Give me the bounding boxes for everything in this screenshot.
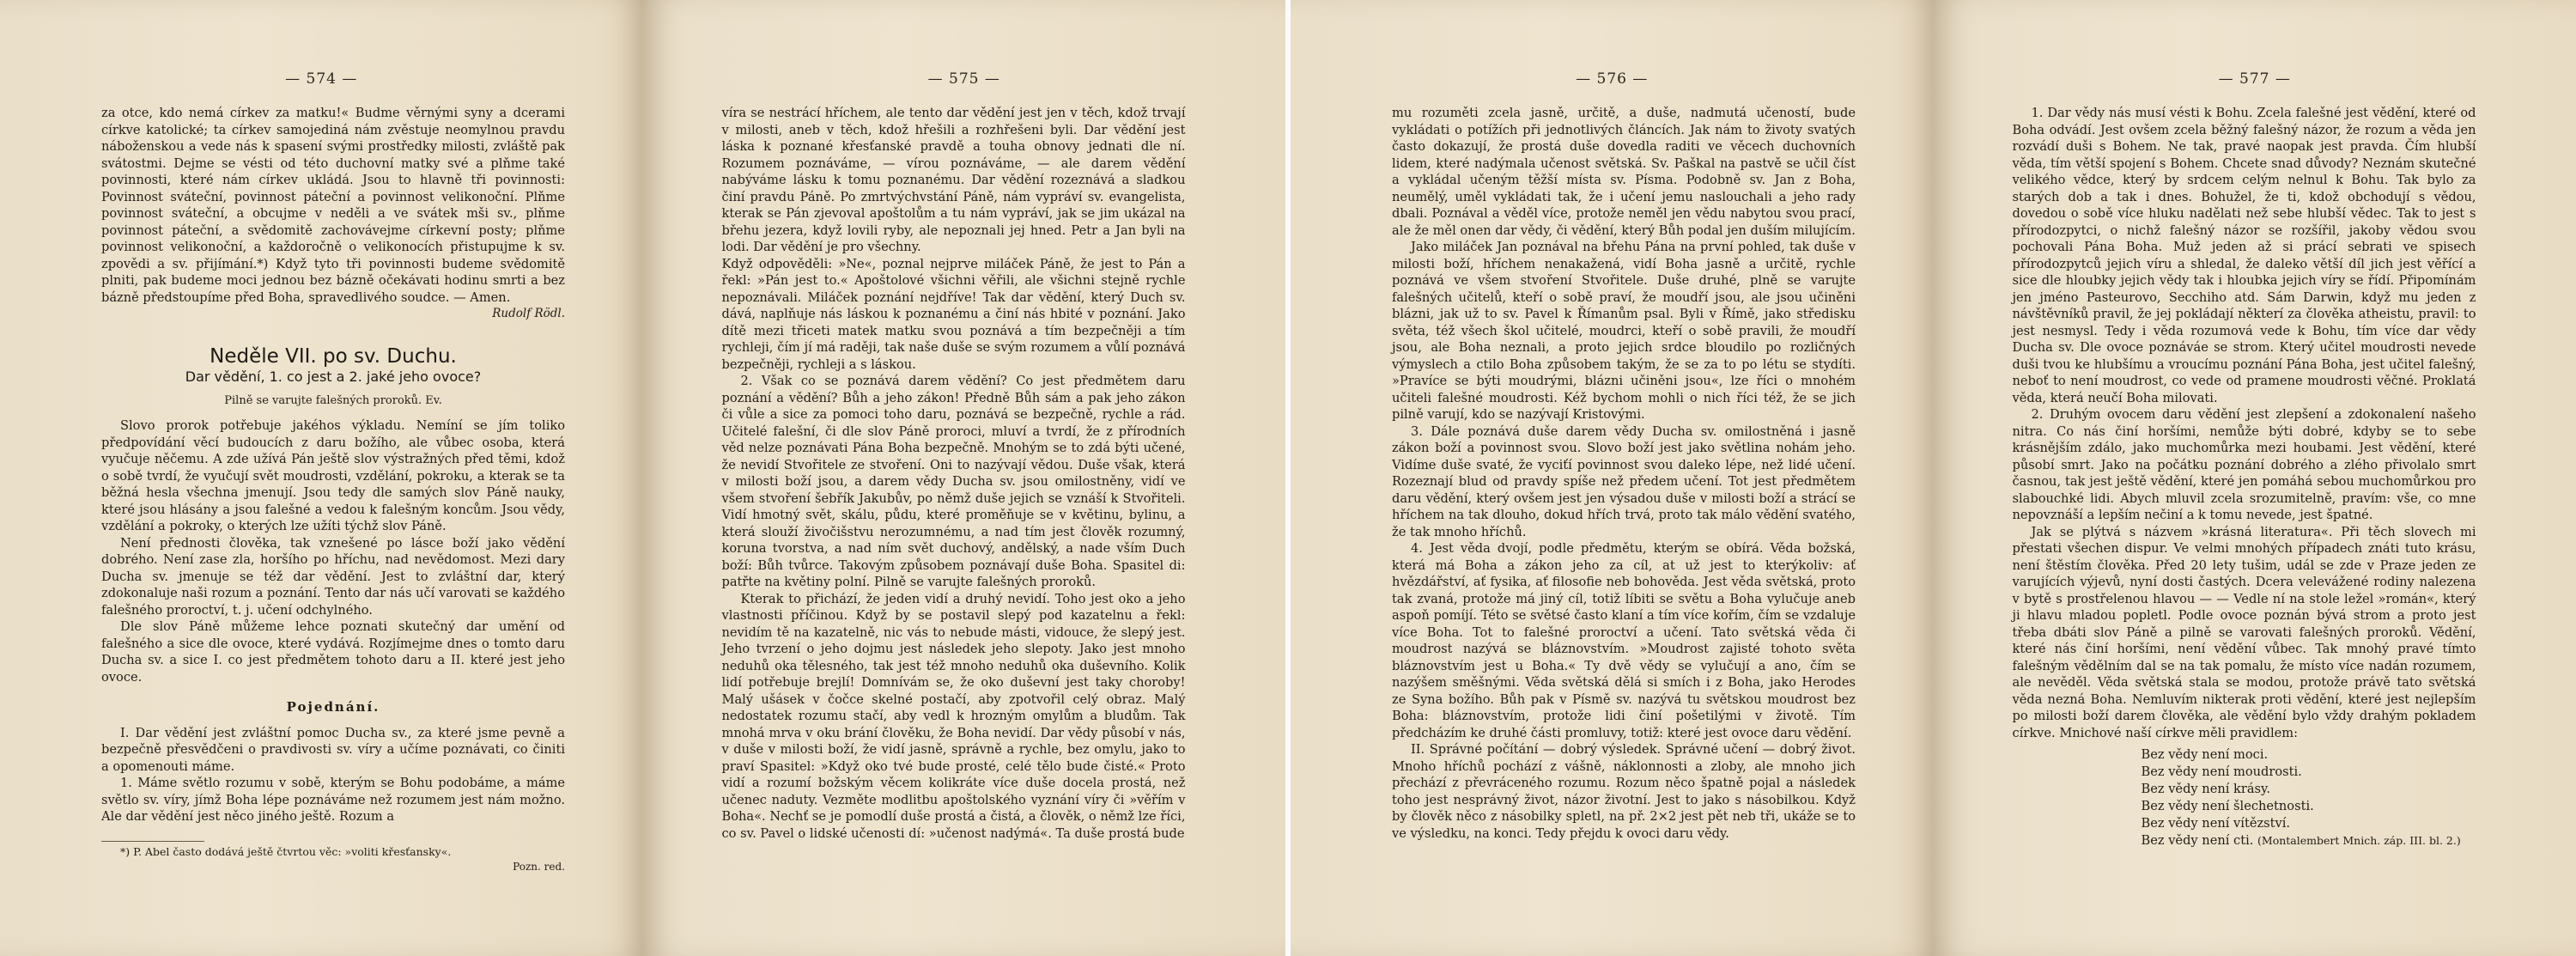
paragraph: 1. Máme světlo rozumu v sobě, kterým se Bohu podobáme, a máme světlo sv. víry, jímž Boha lépe poznáváme než rozumem jest nám možno. Ale dar vědění jest něco jiného ještě. Rozum a	[101, 776, 565, 824]
paragraph: 3. Dále poznává duše darem vědy Ducha sv. omilostněná i jasně zákon boží a povinnost svou. Slovo boží jest jako světlina nohám jeho. Vidíme duše svaté, že vyciťí povinnost svou daleko lépe, než lidé učení. Rozeznají blud od pravdy spíše než předem učení. Tot jest předmětem daru vědění, který ovšem jest jen výsadou duše v milosti boží a strácí se hříchem na tak dlouho, dokud hřích trvá, proto tak málo vědění svatého, že tak mnoho hříchů.	[1392, 423, 1856, 539]
page-number: — 577 —	[2218, 70, 2291, 88]
section-title: Pojednání.	[286, 699, 380, 715]
list-item: Bez vědy není krásy.	[2141, 782, 2270, 796]
footnote-divider	[101, 841, 204, 842]
paragraph: Není přednosti člověka, tak vznešené po lásce boží jako vědění dobrého. Není zase zla, horšího po hříchu, nad nevědomost. Mezi dary Ducha sv. jmenuje se též dar vědění. Jest to zvláštní dar, který zdokonaluje naši rozum a poznání. Tento dar nás učí varovati se každého falešného proroctví, t. j. učení odchylného.	[101, 535, 565, 618]
book-spread-left	[0, 0, 1285, 956]
page-number: — 574 —	[285, 70, 358, 88]
monastic-rules-list	[2142, 746, 2476, 849]
list-item-text: Bez vědy není cti.	[2141, 833, 2254, 848]
page-574	[0, 0, 643, 956]
list-item: Bez vědy není šlechetnosti.	[2141, 799, 2314, 813]
paragraph: 2. Však co se poznává darem vědění? Co jest předmětem daru poznání a vědění? Bůh a jeho zákon! Předně Bůh sám a pak jeho zákon či vůle a sice za pomoci toho daru, poznává se bezpečně, rychle a rád. Učitelé falešní, či dle slov Páně proroci, mluví a tvrdí, že z přírodních věd nelze poznávati Pána Boha bezpečně. Mnohým se to zdá býti učené, že nevidí Stvořitele ze stvoření. Oni to nazývají vědou. Duše však, která v milosti boží jsou, a darem vědy Ducha sv. jsou omilostněny, vidí ve všem stvoření šebřík Jakubův, po němž duše jejich se vznáší k Stvořiteli. Vidí hmotný svět, skálu, půdu, které proměňuje se v květinu, bylinu, a která slouží živočišstvu nerozumnému, a nad tím jest člověk rozumný, koruna tvorstva, a nad ním svět duchový, andělský, a nade vším Duch boží: Bůh tvůrce. Takovým způsobem poznávají duše Boha. Spasitel di: patřte na květiny polní. Pilně se varujte falešných proroků.	[721, 374, 1186, 589]
page-number: — 576 —	[1576, 70, 1649, 88]
paragraph: Když odpověděli: »Ne«, poznal nejprve miláček Páně, že jest to Pán a řekl: »Pán jest to.« Apoštolové všichni věřili, ale všichni stejně rychle nepoznávali. Miláček poznání nejdříve! Tak dar vědění, který Duch sv. dává, naplňuje nás láskou k poznanému a činí nás hbité v poznání. Jako dítě mezi třiceti matek matku svou poznává a tím bezpečněji a tím rychleji, čím jí má raději, tak naše duše se svým rozumem a vůlí poznává bezpečněji, rychleji a s láskou.	[721, 256, 1186, 372]
sermon-subheading: Dar vědění, 1. co jest a 2. jaké jeho ovoce?	[185, 368, 482, 385]
page-575	[643, 0, 1286, 956]
paragraph: víra se nestrácí hříchem, ale tento dar vědění jest jen v těch, kdož trvají v milosti, aneb v těch, kdož hřešili a rozhřešeni byli. Dar vědění jest láska k poznané křesťanské pravdě a touha obnovy jednati dle ní. Rozumem poznáváme, — vírou poznáváme, — ale darem vědění nabýváme lásku k tomu poznanému. Dar vědění rozeznává a sladkou činí pravdu Páně. Po zmrtvýchvstání Páně, nám vypráví sv. evangelista, kterak se Pán zjevoval apoštolům a tu nám vypráví, jak se jim ukázal na břehu jezera, když lovili ryby, ale nepoznali jej hned. Petr a Jan byli na lodi. Dar vědění je pro všechny.	[721, 106, 1186, 254]
paragraph: 1. Dar vědy nás musí vésti k Bohu. Zcela falešné jest vědění, které od Boha odvádí. Jest ovšem zcela běžný falešný názor, že rozum a věda jen rozvádí duši s Bohem. Ne tak, pravé naopak jest pravda. Čím hlubší věda, tím větší spojení s Bohem. Chcete snad důvody? Neznám skutečné velikého vědce, který by srdcem celým nelnul k Bohu. Tak bylo za starých dob a tak i dnes. Bohužel, že ti, kdož obchodují s vědou, dovedou o sobě více hluku nadělati než sebe hlubší vědec. Tak to jest s přírodozpytci, o nichž falešný názor se rozšířil, jakoby vědou svou pochovali Pána Boha. Muž jeden až si prácí sebrati ve spisech přírodozpytců jejich víru a shledal, že daleko větší díl jich jest věřící a sice dle hloubky jejich vědy tak i hloubka jejich víry se řídí. Připomínám jen jméno Pasteurovo, Secchiho atd. Sám Darwin, když mu jeden z návštěvníků pravil, že jej pokládají některí za člověka atheistu, pravil: to jest nesmysl. Tedy i věda rozumová vede k Bohu, tím více dar vědy Ducha sv. Dle ovoce poznáváe se strom. Který učitel moudrosti nevede duši tvou ke hlubšímu a vroucímu poznání Pána Boha, jest učitel falešný, neboť to není moudrost, co vede od pramene moudrosti věčné. Proklatá věda, která neučí Boha milovati.	[2012, 106, 2476, 405]
page-text	[2013, 105, 2476, 849]
signature: Rudolf Rödl.	[492, 307, 565, 320]
list-source: (Montalembert Mnich. záp. III. bl. 2.)	[2257, 834, 2461, 847]
paragraph: Slovo prorok potřebuje jakéhos výkladu. Nemíní se jím toliko předpovídání věcí budoucích z daru božího, ale vůbec osoba, která vyučuje něčemu. A zde užívá Pán ještě slov výstražných před těmi, kdož o sobě tvrdí, že vyučují svět moudrosti, vzdělání, pokroku, a kterak se ta běžná hesla všechna jmenují. Jsou tedy dle samých slov Páně nauky, které jsou hlásány a jsou falešné a vedou k falešným koncům. Jsou vědy, vzdělání a pokroky, o kterých lze užíti týchž slov Páně.	[101, 418, 565, 533]
sermon-heading: Neděle VII. po sv. Duchu.	[210, 344, 457, 368]
list-item	[2142, 832, 2476, 849]
paragraph: mu rozuměti zcela jasně, určitě, a duše, nadmutá učeností, bude vykládati o potížích při jednotlivých článcích. Jak nám to životy svatých často dokazují, že prostá duše dovedla raditi ve věcech duchovních lidem, které nadýmala učenost světská. Sv. Paškal na pastvě se učil číst a vykládal učeným těžší místa sv. Písma. Podobně sv. Jan z Boha, neumělý, uměl vykládati tak, že i učení jemu naslouchali a jeho rady dbali. Poznával a věděl více, protože neměl jen vědu nabytou svou prací, ale že měl onen dar vědy, či vědění, který Bůh podal jen duším milujícím.	[1392, 106, 1856, 238]
page-text	[1392, 105, 1856, 842]
paragraph: za otce, kdo nemá církev za matku!« Budme věrnými syny a dcerami církve katolické; ta církev samojediná nám zvěstuje neomylnou pravdu náboženskou a vede nás k spasení svými prostředky milosti, zvláště pak svátostmi. Dejme se vésti od této duchovní matky své a plňme také povinnosti, které nám církev ukládá. Jsou to hlavně tři povinnosti: Povinnost sváteční, povinnost páteční a povinnost velikonoční. Plňme povinnost sváteční, a obcujme v neděli a ve svátek mši sv., plňme povinnost páteční, a svědomitě zachovávejme církevní posty; plňme povinnost velikonoční, a každoročně o velikonocích přistupujme k sv. zpovědi a sv. přijímání.*) Když tyto tři povinnosti budeme svědomitě plniti, pak budeme moci jednou bez bázně očekávati hodinu smrti a bez bázně předstoupíme před Boha, spravedlivého soudce. — Amen.	[101, 106, 565, 305]
sermon-motto: Pilně se varujte falešných proroků. Ev.	[224, 393, 442, 407]
book-spread-right	[1291, 0, 2576, 956]
footnote: *) P. Abel často dodává ještě čtvrtou věc: »voliti křesťansky«.	[120, 844, 452, 858]
page-576	[1291, 0, 1934, 956]
page-577	[1934, 0, 2576, 956]
paragraph: Kterak to přichází, že jeden vidí a druhý nevidí. Toho jest oko a jeho vlastnosti příčinou. Když by se postavil slepý pod kazatelnu a řekl: nevidím tě na kazatelně, nic vás to nebude másti, vidouce, že slepý jest. Jeho tvrzení o jeho dojmu jest následek jeho slepoty. Jako jest mnoho neduhů oka tělesného, tak jest též mnoho neduhů oka duševního. Kolik lidí potřebuje brejlí! Domnívám se, že oko duševní jest taky choroby! Malý ušásek v čočce skelné postačí, aby zpotvořil celý obraz. Malý nedostatek rozumu stačí, aby vedl k hrozným omylům a bludům. Tak mnohá mrva v oku brání člověku, že Boha nevidí. Dar vědy působí v nás, v duše v milosti boží, že vidí jasně, správně a rychle, bez omylu, jako to praví Spasitel: »Když oko tvé bude prosté, celé tělo bude čisté.« Proto vidí a rozumí božským věcem kolikráte více duše docela prostá, než učenec naduty. Vezměte modlitbu apoštolského vyznání víry či »věřím v Boha«. Nechť se je pomodlí duše prostá a čistá, a člověk, o němž lze říci, co sv. Pavel o lidské učenosti dí: »učenost nadýmá«. Ta duše prostá bude	[721, 591, 1186, 841]
page-text	[101, 105, 565, 875]
paragraph: Jak se plýtvá s názvem »krásná literatura«. Při těch slovech mi přestati všechen dispur. Ve velmi mnohých případech znáti tuto krásu, není štěstím člověka. Před 20 lety tušim, udál se zde v Praze jeden ze varujících výjevů, nyní dosti častých. Dcera velevážené rodiny nalezena v bytě s prostřelenou hlavou — — Vedle ní na stole ležel »román«, který ji hlavu mladou popletl. Podle ovoce poznán bývá strom a proto jest třeba dbáti slov Páně a pilně se varovati falešných proroků. Vědění, které nás činí horšími, není vědění vůbec. Tak mnohý pravé tímto falešným vědělním dal se na tak pomalu, že místo více nadán rozumem, ale nevěděl. Věda světská stala se modou, protože právě tato světská věda nezná Boha. Nemluvím nikterak proti vědění, které jest nejlepším po milosti boží darem člověka, ale vědění bylo vždy drahým pokladem církve. Mnichové naší církve měli pravidlem:	[2012, 524, 2476, 740]
paragraph: 4. Jest věda dvojí, podle předmětu, kterým se obírá. Věda božská, která má Boha a zákon jeho za cíl, at už jest to kterýkoliv: ať hvězdářství, ať fysika, ať filosofie neb bohověda. Jest věda světská, proto tak zvaná, protože má jiný cíl, totiž líbiti se světu a Boha vylučuje aneb aspoň pomíjí. Této se světsé často klaní a tím více kořím, čím se vzdaluje více Boha. Tot to falešné proroctví a učení. Tato světská věda či moudrost nazývá se bláznovstvím. »Moudrost zajisté tohoto světa bláznovstvím jest u Boha.« Ty dvě vědy se vylučují a ano, čím se nazýšem směšnými. Věda světská dělá si smích i z Boha, jako Herodes ze Syna božího. Bůh pak v Písmě sv. nazývá tu světskou moudrost bez Boha: bláznovstvím, protože lidi činí pošetilými v životě. Tím předcházím ke druhé části promluvy, totiž: které jest ovoce daru vědění.	[1392, 541, 1856, 740]
paragraph: II. Správné počítání — dobrý výsledek. Správné učení — dobrý život. Mnoho hříchů pochází z vášně, náklonnosti a zloby, ale mnoho jich přechází z převráceného rozumu. Rozum něco špatně pojal a následek toho jest nesprávný život, názor životní. Jest to jako s násobilkou. Když by člověk něco z násobilky spletl, na př. 2×2 jest pět neb tři, ukáže se to ve výsledku, na konci. Tedy přejdu k ovoci daru vědy.	[1392, 742, 1856, 841]
page-text	[722, 105, 1186, 842]
paragraph: 2. Druhým ovocem daru vědění jest zlepšení a zdokonalení našeho nitra. Co nás činí horšími, nemůže býti dobré, kdyby se to sebe krásnějším zdálo, jako muchomůrka mezi houbami. Jest vědění, které působí smrt. Jako na počátku poznání dobrého a zlého přivolalo smrt časnou, tak jest ještě vědění, které jen pomáhá sebou muchomůrkou pro slabouchké lidi. Abych mluvil zcela srozumitelně, pravím: vše, co mne nepovznáší a lepším nečiní a k tomu nevede, jest špatné.	[2012, 407, 2476, 522]
paragraph: Dle slov Páně můžeme lehce poznati skutečný dar umění od falešného a sice dle ovoce, které vydává. Rozjímejme dnes o tomto daru Ducha sv. a sice I. co jest předmětem tohoto daru a II. které jest jeho ovoce.	[101, 619, 565, 685]
list-item: Bez vědy není moudrosti.	[2141, 764, 2302, 779]
paragraph: I. Dar vědění jest zvláštní pomoc Ducha sv., za které jsme pevně a bezpečně přesvědčeni o pravdivosti sv. víry a učíme poznávati, co činiti a opomenouti máme.	[101, 725, 565, 774]
footnote-signature: Pozn. red.	[513, 860, 565, 873]
paragraph: Jako miláček Jan poznával na břehu Pána na první pohled, tak duše v milosti boží, hříchem nenakažená, vidí Boha jasně a určitě, rychle poznává ve všem stvoření Stvořitele. Duše druhé, plně se varujte falešných učitelů, kteří o sobě praví, že moudří jsou, ale jsou učiněni blázni, jak už to sv. Pavel k Římanům psal. Byli v Římě, jako středisku světa, též všech škol učitelé, moudrci, kteří o sobě pravili, že moudří jsou, ale Boha neznali, a proto jejich srdce bloudilo po rozličných výmyslech a ctilo Boha způsobem takým, že se za to po létu se stydíti. »Pravíce se býti moudrými, blázni učiněni jsou«, lze říci o mnohém učiteli falešné moudrosti. Kéž bychom mohli o nich říci též, že se jich pilně varují, kdo se nazývají Kristovými.	[1392, 240, 1856, 422]
page-number: — 575 —	[927, 70, 1000, 88]
list-item: Bez vědy není vítězství.	[2141, 816, 2291, 831]
list-item: Bez vědy není moci.	[2141, 747, 2269, 762]
